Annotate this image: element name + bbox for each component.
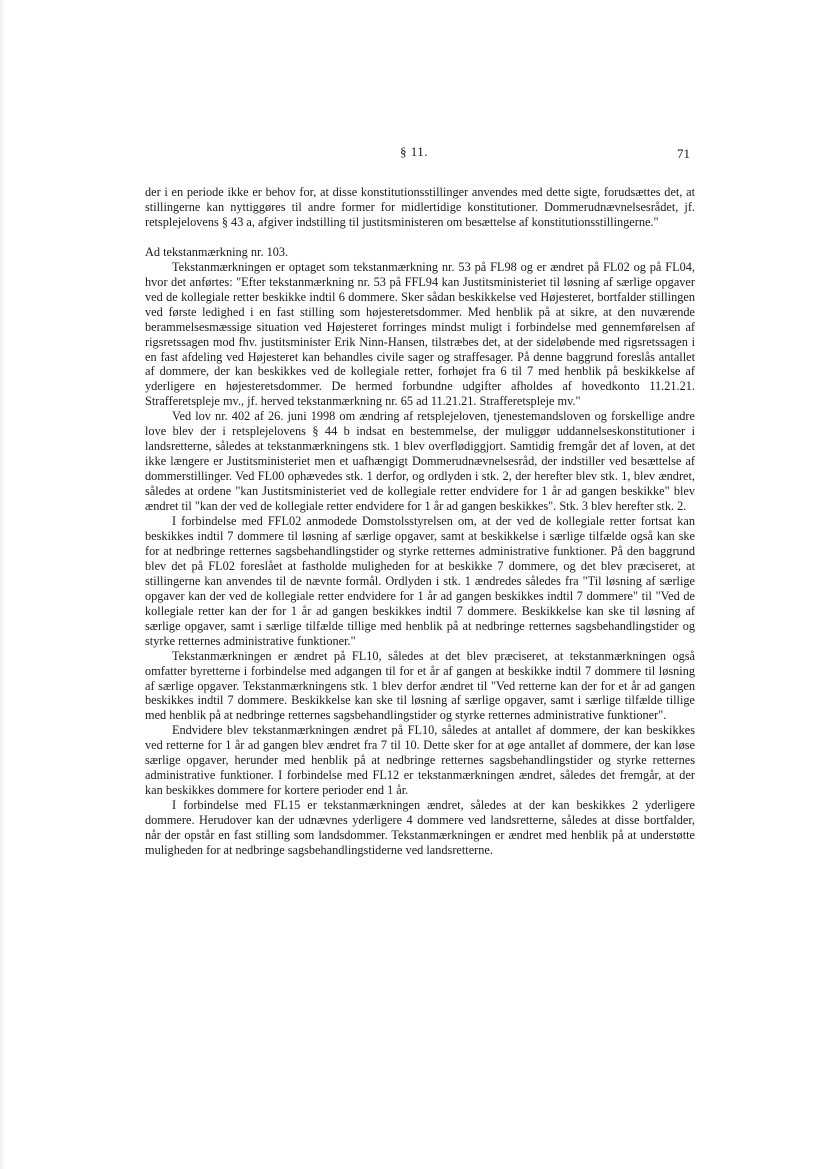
paragraph: Ved lov nr. 402 af 26. juni 1998 om ændring af retsplejeloven, tjenestemandsloven og forskellige andre love blev der i retsplejelovens § 44 b indsat en bestemmelse, der muliggør uddannelseskonstitutioner i landsretterne, således at tekstanmærkningens stk. 1 blev overflødiggjort. Samtidig fremgår det af loven, at det ikke længere er Justitsministeriet men et uafhængigt Dommerudnævnelsesråd, der indstiller ved besættelse af dommerstillinger. Ved FL00 ophævedes stk. 1 derfor, og ordlyden i stk. 2, der herefter blev stk. 1, blev ændret, således at ordene "kan Justitsministeriet ved de kollegiale retter endvidere for 1 år ad gangen beskikke" blev ændret til "kan der ved de kollegiale retter endvidere for 1 år ad gangen beskikkes". Stk. 3 blev herefter stk. 2.: [145, 409, 695, 514]
body-text: [145, 185, 695, 858]
page-number: 71: [677, 146, 690, 161]
paragraph: I forbindelse med FL15 er tekstanmærkningen ændret, således at der kan beskikkes 2 yderligere dommere. Herudover kan der udnævnes yderligere 4 dommere ved landsretterne, således at disse bortfalder, når der opstår en fast stilling som landsdommer. Tekstanmærkningen er ændret med henblik på at understøtte muligheden for at nedbringe sagsbehandlingstiderne ved landsretterne.: [145, 798, 695, 857]
paragraph: Tekstanmærkningen er ændret på FL10, således at det blev præciseret, at tekstanmærkningen også omfatter byretterne i forbindelse med adgangen til for et år af gangen at beskikke indtil 7 dommere til løsning af særlige opgaver. Tekstanmærkningens stk. 1 blev derfor ændret til "Ved retterne kan der for et år ad gangen beskikkes indtil 7 dommere. Beskikkelse kan ske til løsning af særlige opgaver, samt i særlige tilfælde tillige med henblik på at nedbringe retternes sagsbehandlingstider og styrke retternes administrative funktioner".: [145, 648, 695, 723]
annotation-heading: Ad tekstanmærkning nr. 103.: [145, 244, 289, 259]
paragraph: I forbindelse med FFL02 anmodede Domstolsstyrelsen om, at der ved de kollegiale retter fortsat kan beskikkes indtil 7 dommere til løsning af særlige opgaver, samt at beskikkelse i særlige tilfælde også kan ske for at nedbringe retternes sagsbehandlingstider og styrke retternes administrative funktioner. På den baggrund blev det på FL02 foreslået at fastholde muligheden for at beskikke 7 dommere, og det blev præciseret, at stillingerne kan anvendes til de nævnte formål. Ordlyden i stk. 1 ændredes således fra "Til løsning af særlige opgaver kan der ved de kollegiale retter endvidere for 1 år ad gangen beskikkes indtil 7 dommere" til "Ved de kollegiale retter kan der for 1 år ad gangen beskikkes indtil 7 dommere. Beskikkelse kan ske til løsning af særlige opgaver, samt i særlige tilfælde tillige med henblik på at nedbringe retternes sagsbehandlingstider og styrke retternes administrative funktioner.": [145, 514, 695, 648]
section-marker: § 11.: [399, 144, 429, 159]
paragraph-continuation: der i en periode ikke er behov for, at disse konstitutionsstillinger anvendes med dette sigte, forudsættes det, at stillingerne kan nyttiggøres til andre former for midlertidige konstitutioner. Dommerudnævnelsesrådet, jf. retsplejelovens § 43 a, afgiver indstilling til justitsministeren om besættelse af konstitutionsstillingerne.": [145, 185, 695, 229]
paragraph: Endvidere blev tekstanmærkningen ændret på FL10, således at antallet af dommere, der kan beskikkes ved retterne for 1 år ad gangen blev ændret fra 7 til 10. Dette sker for at øge antallet af dommere, der kan løse særlige opgaver, herunder med henblik på at nedbringe retternes sagsbehandlingstider og styrke retternes administrative funktioner. I forbindelse med FL12 er tekstanmærkningen ændret, således det fremgår, at der kan beskikkes dommere for kortere perioder end 1 år.: [145, 723, 695, 798]
paragraph: Tekstanmærkningen er optaget som tekstanmærkning nr. 53 på FL98 og er ændret på FL02 og på FL04, hvor det anførtes: "Efter tekstanmærkning nr. 53 på FFL94 kan Justitsministeriet til løsning af særlige opgaver ved de kollegiale retter beskikke indtil 6 dommere. Sker sådan beskikkelse ved Højesteret, bortfalder stillingen ved første ledighed i en fast stilling som højesteretsdommer. Med henblik på at sikre, at den nuværende berammelsesmæssige situation ved Højesteret forringes mindst muligt i forbindelse med gennemførelsen af rigsretssagen mod fhv. justitsminister Erik Ninn-Hansen, tilstræbes det, at der sideløbende med rigsretssagen i en fast afdeling ved Højesteret kan behandles civile sager og straffesager. På denne baggrund foreslås antallet af dommere, der kan beskikkes ved de kollegiale retter, forhøjet fra 6 til 7 med henblik på beskikkelse af yderligere en højesteretsdommer. De hermed forbundne udgifter afholdes af hovedkonto 11.21.21. Strafferetspleje mv., jf. herved tekstanmærkning nr. 65 ad 11.21.21. Strafferetspleje mv.": [145, 259, 695, 409]
